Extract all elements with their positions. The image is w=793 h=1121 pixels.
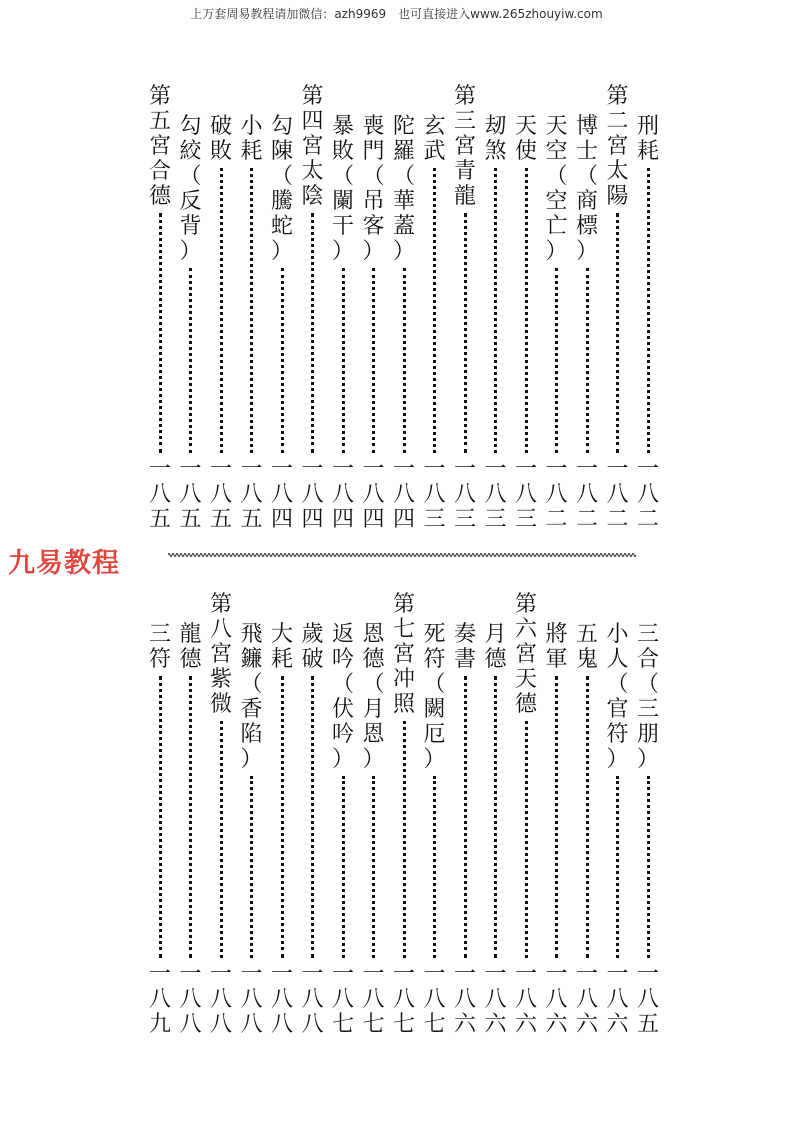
- leader-dots: [647, 776, 650, 958]
- leader-dots: [159, 213, 162, 453]
- toc-entry: [145, 592, 175, 1037]
- toc-entry: [267, 84, 297, 532]
- toc-entry: [450, 84, 480, 532]
- toc-entry: [420, 84, 450, 532]
- toc-entry: [298, 592, 328, 1037]
- leader-dots: [342, 776, 345, 958]
- toc-entry-page: 一 八 二: [545, 457, 568, 532]
- toc-entry: [267, 592, 297, 1037]
- toc-entry-page: 一 八 五: [636, 962, 659, 1037]
- watermark-logo: 九易教程: [8, 548, 120, 579]
- toc-entry: [511, 84, 541, 532]
- leader-dots: [281, 268, 284, 453]
- leader-dots: [586, 268, 589, 453]
- toc-entry: [603, 592, 633, 1037]
- toc-entry-title: 奏 書: [453, 622, 476, 672]
- toc-entry-title: 返 吟 （ 伏 吟 ）: [331, 622, 354, 772]
- toc-entry: [328, 592, 358, 1037]
- toc-entry-title: 第 三 宮 青 龍: [453, 84, 476, 209]
- toc-entry-page: 一 八 五: [179, 457, 202, 532]
- toc-entry-page: 一 八 八: [240, 962, 263, 1037]
- toc-entry-page: 一 八 五: [240, 457, 263, 532]
- toc-entry: [206, 84, 236, 532]
- leader-dots: [525, 168, 528, 453]
- leader-dots: [311, 213, 314, 453]
- leader-dots: [250, 168, 253, 453]
- toc-entry-page: 一 八 六: [453, 962, 476, 1037]
- leader-dots: [647, 168, 650, 453]
- divider-wave: [168, 551, 638, 559]
- toc-entry-page: 一 八 八: [179, 962, 202, 1037]
- toc-entry-title: 勾 陳 （ 騰 蛇 ）: [270, 114, 293, 264]
- toc-entry-page: 一 八 八: [209, 962, 232, 1037]
- toc-entry-title: 龍 德: [179, 622, 202, 672]
- toc-entry-page: 一 八 四: [331, 457, 354, 532]
- toc-entry-page: 一 八 六: [575, 962, 598, 1037]
- leader-dots: [220, 721, 223, 958]
- toc-entry-page: 一 八 三: [423, 457, 446, 532]
- toc-entry-title: 第 八 宮 紫 微: [209, 592, 232, 717]
- leader-dots: [555, 676, 558, 958]
- toc-entry-title: 恩 德 （ 月 恩 ）: [362, 622, 385, 772]
- leader-dots: [281, 676, 284, 958]
- toc-entry-title: 將 軍: [545, 622, 568, 672]
- toc-entry: [237, 84, 267, 532]
- toc-entry-title: 暴 敗 （ 闌 干 ）: [331, 114, 354, 264]
- toc-entry-title: 大 耗: [270, 622, 293, 672]
- toc-entry-title: 第 六 宮 天 德: [514, 592, 537, 717]
- toc-entry-page: 一 八 七: [392, 962, 415, 1037]
- toc-entry-title: 月 德: [484, 622, 507, 672]
- leader-dots: [494, 168, 497, 453]
- toc-entry-page: 一 八 二: [606, 457, 629, 532]
- toc-entry-title: 喪 門 （ 吊 客 ）: [362, 114, 385, 264]
- toc-entry-page: 一 八 四: [392, 457, 415, 532]
- toc-entry-page: 一 八 五: [209, 457, 232, 532]
- leader-dots: [311, 676, 314, 958]
- leader-dots: [464, 213, 467, 453]
- toc-entry-title: 第 七 宮 冲 照: [392, 592, 415, 717]
- toc-entry-title: 第 五 宮 合 德: [148, 84, 171, 209]
- toc-entry: [481, 592, 511, 1037]
- leader-dots: [220, 168, 223, 453]
- toc-entry: [176, 84, 206, 532]
- toc-entry-page: 一 八 二: [575, 457, 598, 532]
- toc-entry: [328, 84, 358, 532]
- toc-entry-title: 天 空 （ 空 亡 ）: [545, 114, 568, 264]
- toc-entry-page: 一 八 五: [148, 457, 171, 532]
- toc-entry-page: 一 八 四: [301, 457, 324, 532]
- toc-entry-page: 一 八 七: [423, 962, 446, 1037]
- leader-dots: [189, 676, 192, 958]
- leader-dots: [433, 776, 436, 958]
- toc-entry-title: 五 鬼: [575, 622, 598, 672]
- toc-entry-title: 破 敗: [209, 114, 232, 164]
- leader-dots: [403, 721, 406, 958]
- toc-entry-title: 死 符 （ 闕 厄 ）: [423, 622, 446, 772]
- leader-dots: [494, 676, 497, 958]
- leader-dots: [555, 268, 558, 453]
- toc-entry-page: 一 八 八: [270, 962, 293, 1037]
- leader-dots: [189, 268, 192, 453]
- toc-entry-page: 一 八 三: [484, 457, 507, 532]
- toc-entry: [633, 592, 663, 1037]
- toc-entry-title: 三 合 （ 三 朋 ）: [636, 622, 659, 772]
- toc-entry-title: 小 耗: [240, 114, 263, 164]
- toc-entry: [633, 84, 663, 532]
- page-header: 上万套周易教程请加微信：azh9969 也可直接进入www.265zhouyiw.com: [190, 7, 603, 21]
- leader-dots: [403, 268, 406, 453]
- toc-entry: [298, 84, 328, 532]
- toc-entry-title: 博 士 （ 商 標 ）: [575, 114, 598, 264]
- toc-entry-page: 一 八 六: [545, 962, 568, 1037]
- leader-dots: [372, 268, 375, 453]
- toc-entry-page: 一 八 二: [636, 457, 659, 532]
- toc-entry-page: 一 八 三: [514, 457, 537, 532]
- toc-entry: [572, 84, 602, 532]
- toc-entry: [572, 592, 602, 1037]
- toc-entry-page: 一 八 三: [453, 457, 476, 532]
- leader-dots: [525, 721, 528, 958]
- toc-entry-title: 勾 絞 （ 反 背 ）: [179, 114, 202, 264]
- toc-entry: [359, 84, 389, 532]
- toc-entry: [542, 592, 572, 1037]
- toc-entry: [481, 84, 511, 532]
- leader-dots: [159, 676, 162, 958]
- toc-entry-title: 天 使: [514, 114, 537, 164]
- toc-entry: [359, 592, 389, 1037]
- toc-entry-page: 一 八 四: [362, 457, 385, 532]
- toc-entry-page: 一 八 七: [362, 962, 385, 1037]
- leader-dots: [586, 676, 589, 958]
- leader-dots: [433, 168, 436, 453]
- toc-entry: [420, 592, 450, 1037]
- toc-entry: [511, 592, 541, 1037]
- leader-dots: [616, 213, 619, 453]
- toc-entry: [206, 592, 236, 1037]
- toc-entry: [145, 84, 175, 532]
- toc-entry-title: 刼 煞: [484, 114, 507, 164]
- toc-entry: [389, 84, 419, 532]
- toc-entry-title: 第 二 宮 太 陽: [606, 84, 629, 209]
- leader-dots: [464, 676, 467, 958]
- toc-entry: [450, 592, 480, 1037]
- toc-entry-title: 第 四 宮 太 陰: [301, 84, 324, 209]
- leader-dots: [616, 776, 619, 958]
- toc-entry: [389, 592, 419, 1037]
- toc-entry-title: 三 符: [148, 622, 171, 672]
- toc-entry-page: 一 八 四: [270, 457, 293, 532]
- leader-dots: [250, 776, 253, 958]
- toc-entry-page: 一 八 七: [331, 962, 354, 1037]
- toc-entry-page: 一 八 八: [301, 962, 324, 1037]
- toc-entry-title: 陀 羅 （ 華 蓋 ）: [392, 114, 415, 264]
- toc-section-top: [145, 84, 665, 532]
- toc-entry: [237, 592, 267, 1037]
- toc-entry-page: 一 八 九: [148, 962, 171, 1037]
- toc-entry: [176, 592, 206, 1037]
- toc-entry-title: 小 人 （ 官 符 ）: [606, 622, 629, 772]
- toc-entry: [542, 84, 572, 532]
- leader-dots: [342, 268, 345, 453]
- toc-section-bottom: [145, 592, 665, 1037]
- toc-entry-title: 玄 武: [423, 114, 446, 164]
- toc-entry-page: 一 八 六: [606, 962, 629, 1037]
- toc-entry: [603, 84, 633, 532]
- toc-entry-page: 一 八 六: [484, 962, 507, 1037]
- toc-entry-title: 飛 鐮 （ 香 陷 ）: [240, 622, 263, 772]
- toc-entry-page: 一 八 六: [514, 962, 537, 1037]
- toc-entry-title: 刑 耗: [636, 114, 659, 164]
- leader-dots: [372, 776, 375, 958]
- toc-entry-title: 歲 破: [301, 622, 324, 672]
